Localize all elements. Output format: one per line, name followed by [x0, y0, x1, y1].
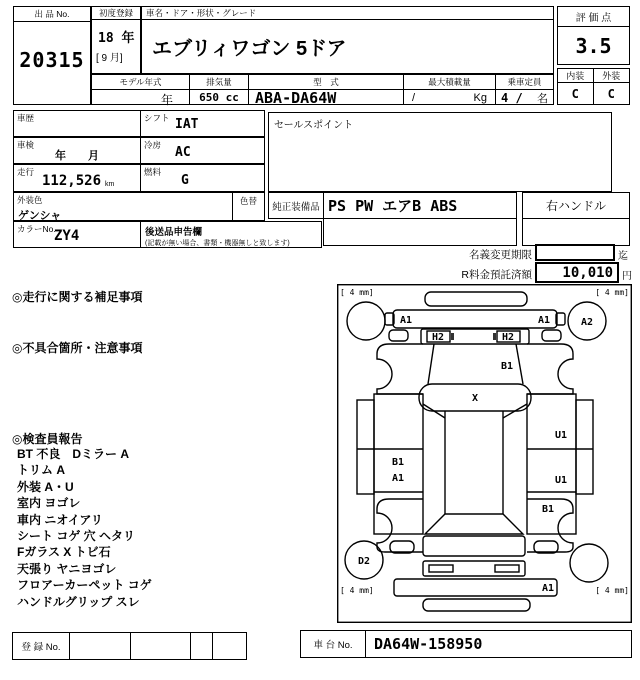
car-name: エブリィワゴン 5ドア: [152, 38, 347, 60]
color-change-label: 色替: [239, 196, 257, 206]
model-code-label: 型 式: [249, 75, 403, 90]
first-reg-label: 初度登録: [91, 6, 141, 20]
inspector-report-list: [17, 446, 317, 610]
registration-no-box: [12, 632, 247, 660]
max-load-label: 最大積載量: [404, 75, 495, 90]
rear-gate: [423, 536, 525, 556]
rear-bumper-bottom: [423, 599, 530, 611]
name-change-label: 名義変更期限: [469, 249, 532, 261]
first-reg-month: [ 9 月]: [96, 53, 123, 64]
mark-front-bumper-left: A1: [400, 315, 413, 326]
exterior-grade-label: 外装: [594, 69, 630, 83]
chassis-no-label: 車 台 No.: [301, 631, 366, 657]
chassis-no-box: [300, 630, 632, 658]
corner-lamp-left: [389, 330, 408, 341]
history-label: 車歴: [17, 113, 35, 123]
interior-grade-label: 内装: [558, 69, 594, 83]
recycle-label: R料金預託済額: [461, 269, 532, 281]
left-outer-panel: [357, 400, 374, 494]
mileage-value: 112,526: [42, 173, 102, 189]
interior-grade: C: [558, 83, 594, 104]
inspector-item: 車内 ニオイアリ: [17, 512, 103, 527]
first-reg-box: [91, 19, 141, 74]
inspector-item: ハンドルグリップ スレ: [17, 594, 140, 609]
mark-rear-bumper: A1: [542, 583, 555, 594]
grade-box: [557, 68, 630, 105]
registration-no-cell: [213, 633, 246, 659]
fuel-label: 燃料: [144, 167, 162, 177]
fuel-box: [140, 164, 265, 192]
tread-depth-front-left: [ 4 mm]: [340, 288, 374, 297]
exhibit-no-label: 出 品 No.: [14, 7, 90, 22]
hood-left-edge: [428, 344, 434, 384]
registration-no-cell: [191, 633, 213, 659]
mark-left-side-2: A1: [391, 473, 405, 484]
capacity-label: 乗車定員: [496, 75, 553, 90]
tail-lamp-right: [534, 541, 558, 553]
steering-empty-box: [522, 218, 630, 246]
right-outer-panel: [576, 400, 593, 494]
equipment-value: PS PW エアB ABS: [328, 197, 458, 215]
inspector-item: 天張り ヤニヨゴレ: [17, 561, 117, 576]
later-items-note: (記載が無い場合、書類・機器無しと致します): [145, 240, 290, 247]
name-change-box: [535, 244, 615, 261]
front-bumper-top: [425, 292, 527, 306]
registration-no-cell: [70, 633, 131, 659]
rear-bumper: [394, 579, 557, 596]
name-change-suffix: 迄: [618, 251, 628, 262]
displacement-box: [189, 74, 249, 105]
wheel-rear-right: [570, 544, 608, 582]
exterior-color-value: ゲンシャ: [18, 210, 62, 222]
capacity-box: [495, 74, 554, 105]
model-code: ABA-DA64W: [255, 88, 337, 107]
mark-front-bumper-right: A1: [538, 315, 551, 326]
diagram-border: [338, 285, 632, 623]
car-damage-diagram: [337, 284, 632, 623]
recycle-unit: 円: [622, 271, 632, 282]
inspection-box: [13, 137, 141, 164]
capacity-unit: 名: [537, 92, 548, 105]
recycle-amount-box: 10,010: [535, 262, 619, 283]
sales-point-box: [268, 112, 612, 192]
car-name-label: 車名・ドア・形状・グレード: [141, 6, 554, 20]
mileage-box: [13, 164, 141, 192]
defect-notes-title: ◎不具合箇所・注意事項: [12, 341, 143, 355]
hood-right-edge: [516, 344, 523, 384]
equipment-empty-box: [323, 218, 517, 246]
exterior-color-label: 外装色: [17, 195, 43, 205]
inspection-label: 車検: [17, 140, 35, 150]
mark-right-side-1: U1: [554, 430, 568, 441]
inspector-item: 室内 ヨゴレ: [17, 496, 81, 511]
inspector-item: Fガラス X トビ石: [17, 545, 111, 560]
capacity-value: 4 /: [501, 90, 523, 105]
ac-value: AC: [175, 145, 191, 160]
inspector-item: フロアーカーペット コゲ: [17, 578, 152, 593]
mark-right-side-2: U1: [554, 475, 568, 486]
sales-point-label: セールスポイント: [274, 120, 354, 131]
exterior-color-box: [13, 192, 233, 221]
tread-depth-rear-right: [ 4 mm]: [595, 586, 629, 595]
rear-panel: [423, 561, 525, 576]
inspector-report-title: ◎検査員報告: [12, 432, 83, 446]
left-front-fender: [377, 344, 423, 394]
equipment-label: 純正装備品: [268, 192, 324, 219]
mark-wheel-front-right: A2: [580, 317, 594, 328]
mark-right-quarter: B1: [541, 504, 555, 515]
history-box: [13, 110, 141, 137]
mileage-unit: km: [105, 181, 115, 188]
exterior-grade: C: [607, 86, 615, 101]
tread-depth-rear-left: [ 4 mm]: [340, 586, 374, 595]
mileage-label: 走行: [17, 167, 35, 177]
inspector-item: シート コゲ 穴 ヘタリ: [17, 529, 136, 544]
color-no-box: [13, 221, 141, 248]
corner-lamp-right: [542, 330, 561, 341]
inspector-item: BT 不良 Dミラー A: [17, 447, 129, 461]
registration-no-label: 登 録 No.: [13, 633, 70, 659]
model-code-box: [248, 74, 404, 105]
max-load-box: [403, 74, 496, 105]
max-load-value: /: [412, 91, 416, 104]
front-bumper: [393, 310, 557, 328]
rear-window: [425, 514, 523, 534]
color-no-label: カラーNo.: [17, 224, 56, 234]
first-reg-year: 18 年: [98, 31, 135, 46]
left-rear-fender: [377, 499, 423, 552]
color-no-value: ZY4: [54, 228, 80, 244]
right-front-fender: [527, 344, 573, 394]
inspector-item: トリム A: [17, 463, 66, 478]
mark-left-side-1: B1: [391, 457, 405, 468]
max-load-unit: Kg: [473, 91, 487, 104]
registration-no-cell: [131, 633, 191, 659]
later-items-box: [140, 221, 322, 248]
ac-label: 冷房: [144, 140, 162, 150]
inspection-value: 年 月: [55, 150, 99, 162]
car-name-box: [141, 19, 554, 74]
mark-headlight-left: H2: [431, 332, 445, 343]
ac-box: [140, 137, 265, 164]
score-value: 3.5: [557, 26, 630, 65]
shift-value: IAT: [175, 117, 199, 132]
mark-hood: B1: [500, 361, 514, 372]
tread-depth-front-right: [ 4 mm]: [595, 288, 629, 297]
tail-lamp-left: [390, 541, 414, 553]
mark-headlight-right: H2: [501, 332, 515, 343]
color-change-box: [232, 192, 265, 221]
displacement: 650 cc: [199, 91, 239, 104]
score-label: 評 価 点: [557, 6, 630, 27]
later-items-label: 後送品申告欄: [145, 227, 203, 238]
inspector-item: 外装 A・U: [17, 479, 74, 494]
exhibit-no-box: [13, 6, 91, 105]
equipment-box: [323, 192, 517, 219]
chassis-no-value: DA64W-158950: [374, 635, 483, 653]
model-year-label: モデル年式: [92, 75, 189, 90]
shift-box: [140, 110, 265, 137]
steering-box: 右ハンドル: [522, 192, 630, 219]
model-year: 年: [160, 93, 173, 107]
fuel-value: G: [181, 173, 189, 188]
exhibit-no: 20315: [19, 48, 85, 72]
mark-windshield: X: [471, 393, 479, 404]
running-notes-title: ◎走行に関する補足事項: [12, 290, 143, 304]
model-year-box: [91, 74, 190, 105]
wheel-front-left: [347, 302, 385, 340]
shift-label: シフト: [144, 113, 170, 123]
displacement-label: 排気量: [190, 75, 248, 90]
mark-wheel-rear-left: D2: [357, 556, 371, 567]
